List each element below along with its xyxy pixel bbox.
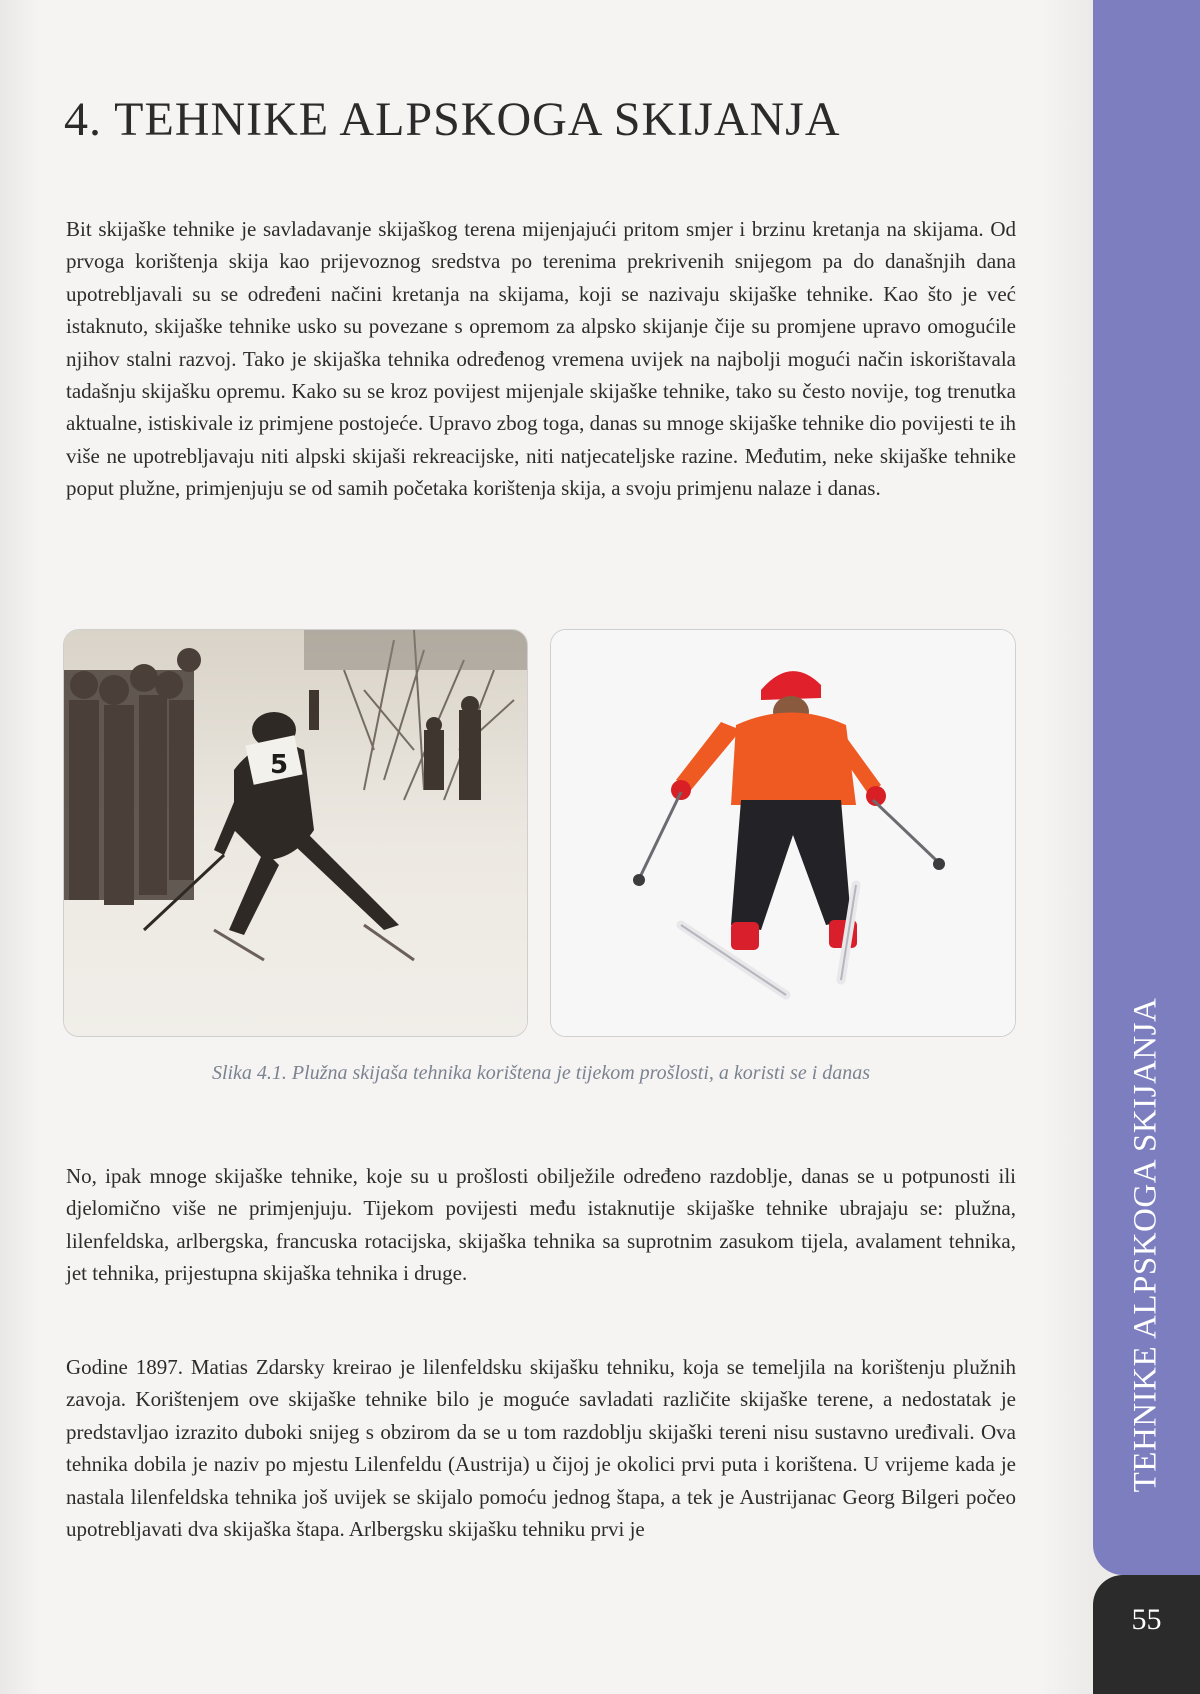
chapter-title: 4. TEHNIKE ALPSKOGA SKIJANJA [64,93,841,146]
body-paragraph-3: Godine 1897. Matias Zdarsky kreirao je lilenfeldsku skijašku tehniku, koja se temeljila na korištenju plužnih zavoja. Korištenjem ove skijaške tehnike bilo je moguće savladati različite skijaške terene, a nedostatak je predstavljao izrazito duboki snijeg s obzirom da se u tom razdoblju skijaški tereni nisu sustavno uređivali. Ova tehnika dobila je naziv po mjestu Lilenfeldu (Austrija) u čijoj je okolici prvi puta i korištena. U vrijeme kada je nastala lilenfeldska tehnika još uvijek se skijalo pomoću jednog štapa, a tek je Austrijanac Georg Bilgeri počeo upotrebljavati dva skijaška štapa. Arlbergsku skijašku tehniku prvi je [66,1355,1016,1542]
historical-ski-photo [63,629,528,1037]
bib-number: 5 [270,750,289,780]
modern-ski-photo [550,629,1016,1037]
side-tab-label: TEHNIKE ALPSKOGA SKIJANJA [1127,997,1164,1493]
body-paragraph-2: No, ipak mnoge skijaške tehnike, koje su u prošlosti obilježile određeno razdoblje, danas se u potpunosti ili djelomično više ne primjenjuju. Tijekom povijesti među istaknutije skijaške tehnike ubrajaju se: plužna, lilenfeldska, arlbergska, francuska rotacijska, skijaška tehnika sa suprotnim zasukom tijela, avalament tehnika, jet tehnika, prijestupna skijaška tehnika i druge. [66,1164,1016,1286]
page-number: 55 [1131,1603,1162,1636]
body-paragraph-1: Bit skijaške tehnike je savladavanje skijaškog terena mijenjajući pritom smjer i brzinu kretanja na skijama. Od prvoga korištenja skija kao prijevoznog sredstva po terenima prekrivenih snijegom pa do današnjih dana upotrebljavali su se određeni načini kretanja na skijama, koji se nazivaju skijaške tehnike. Kao što je već istaknuto, skijaške tehnike usko su povezane s opremom za alpsko skijanje čije su promjene upravo omogućile njihov stalni razvoj. Tako je skijaška tehnika određenog vremena uvijek na najbolji mogući način iskorištavala tadašnju skijašku opremu. Kako su se kroz povijest mijenjale skijaške tehnike, tako su često novije, tog trenutka aktualne, istiskivale iz primjene postojeće. Upravo zbog toga, danas su mnoge skijaške tehnike dio povijesti te ih više ne upotrebljavaju niti alpski skijaši rekreacijske, niti natjecateljske razine. Međutim, neke skijaške tehnike poput plužne, primjenjuju se od samih početaka korištenja skija, a svoju primjenu nalaze i danas. [66,217,1016,501]
figure-caption: Slika 4.1. Plužna skijaša tehnika korištena je tijekom prošlosti, a koristi se i danas [211,1062,871,1084]
